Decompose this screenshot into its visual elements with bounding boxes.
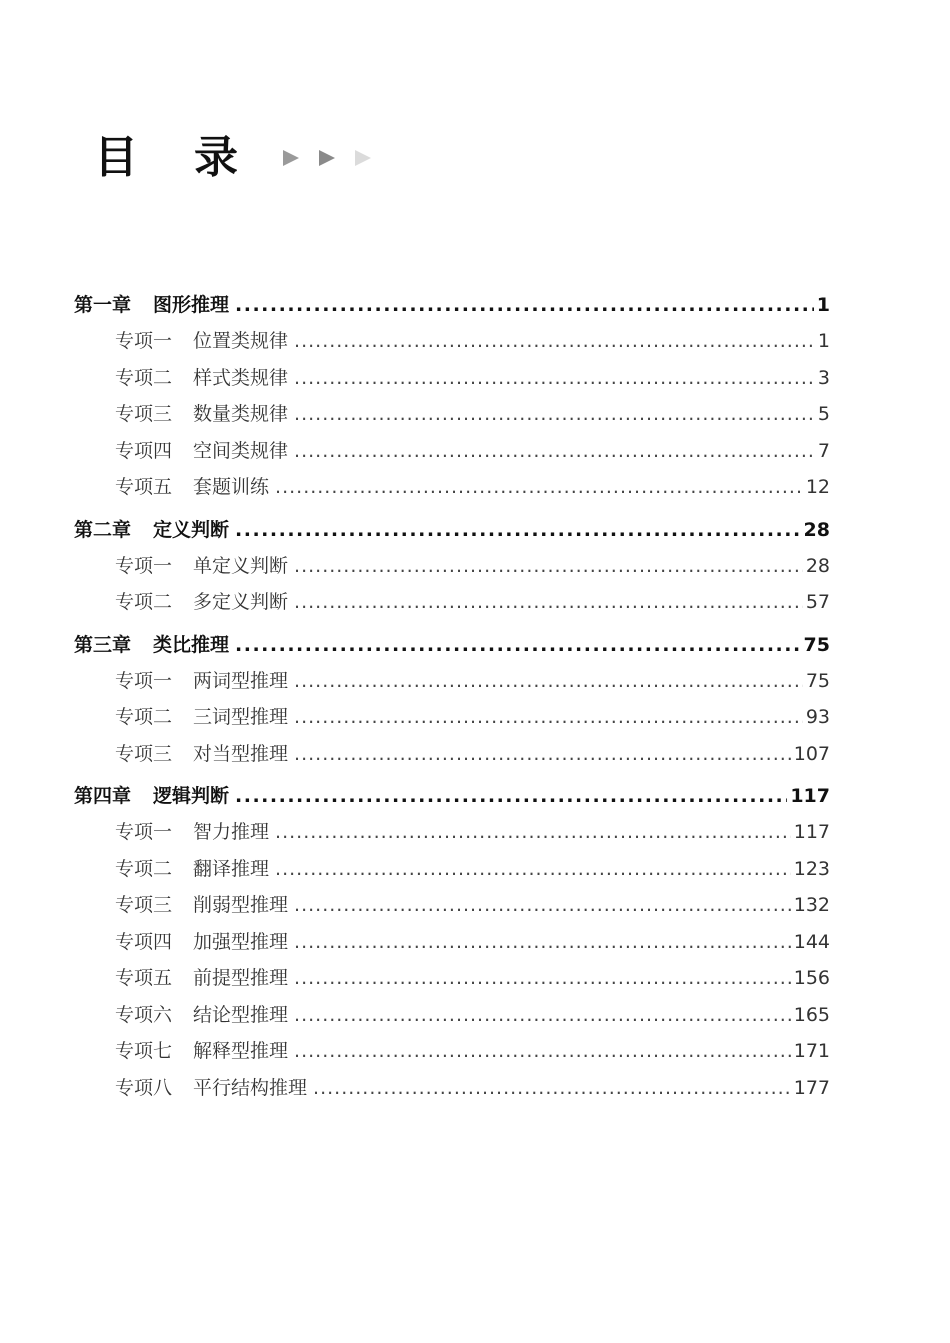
section-title: 结论型推理: [193, 1003, 289, 1026]
section-label: 专项五: [115, 476, 173, 498]
dot-leader: [275, 476, 803, 498]
section-title: 智力推理: [193, 821, 270, 843]
chapter-title: 类比推理: [153, 633, 230, 656]
dot-leader: [294, 1040, 791, 1062]
chapter-title: 逻辑判断: [153, 785, 230, 807]
toc-section-row[interactable]: [74, 436, 830, 473]
toc-section-row[interactable]: [74, 1036, 830, 1073]
section-title: 套题训练: [193, 476, 270, 498]
section-page-number: 123: [793, 857, 830, 880]
section-label: 专项四: [115, 930, 173, 953]
toc-section-row[interactable]: [74, 326, 830, 363]
chapter-page-number: 75: [803, 633, 830, 656]
section-label: 专项一: [115, 330, 173, 352]
section-label: 专项三: [115, 403, 173, 425]
dot-leader: [294, 931, 791, 953]
section-title: 削弱型推理: [193, 894, 289, 916]
toc-section-row[interactable]: [74, 1000, 830, 1037]
toc-chapter-row[interactable]: [74, 290, 830, 326]
toc-section-row[interactable]: [74, 854, 830, 891]
chapter-title: 定义判断: [153, 518, 230, 541]
section-title: 位置类规律: [193, 330, 289, 352]
dot-leader: [294, 555, 803, 577]
dot-leader: [294, 403, 815, 425]
table-of-contents: [74, 290, 830, 1109]
section-page-number: 57: [805, 591, 830, 613]
play-arrow-icon: [352, 147, 374, 169]
section-page-number: 107: [793, 742, 830, 765]
section-page-number: 171: [793, 1040, 830, 1062]
chapter-label: 第三章: [74, 633, 132, 656]
section-page-number: 117: [793, 821, 830, 843]
section-page-number: 5: [817, 403, 830, 425]
play-arrow-icon: [316, 147, 338, 169]
page-title-char-2: 录: [194, 132, 238, 183]
chapter-label: 第四章: [74, 785, 132, 807]
section-title: 样式类规律: [193, 366, 289, 389]
section-title: 解释型推理: [193, 1040, 289, 1062]
dot-leader: [294, 1004, 791, 1026]
toc-section-row[interactable]: [74, 890, 830, 927]
section-page-number: 132: [793, 894, 830, 916]
section-page-number: 177: [793, 1076, 830, 1099]
section-page-number: 1: [817, 330, 830, 352]
chapter-label: 第一章: [74, 294, 132, 316]
section-title: 两词型推理: [193, 669, 289, 692]
section-label: 专项八: [115, 1076, 173, 1099]
section-title: 加强型推理: [193, 930, 289, 953]
toc-chapter-row[interactable]: [74, 515, 830, 551]
section-page-number: 144: [793, 930, 830, 953]
section-page-number: 93: [805, 706, 830, 728]
toc-section-row[interactable]: [74, 702, 830, 739]
dot-leader: [235, 519, 801, 541]
dot-leader: [294, 894, 791, 916]
section-page-number: 165: [793, 1003, 830, 1026]
section-title: 前提型推理: [193, 967, 289, 989]
chapter-label: 第二章: [74, 518, 132, 541]
toc-section-row[interactable]: [74, 472, 830, 509]
section-title: 对当型推理: [193, 742, 289, 765]
section-label: 专项一: [115, 669, 173, 692]
dot-leader: [294, 706, 803, 728]
section-label: 专项三: [115, 894, 173, 916]
title-decoration: [280, 147, 374, 169]
section-page-number: 75: [805, 669, 830, 692]
section-page-number: 28: [805, 554, 830, 577]
toc-chapter-row[interactable]: [74, 630, 830, 666]
dot-leader: [294, 743, 791, 765]
section-page-number: 3: [817, 366, 830, 389]
page-title-char-1: 目: [94, 132, 138, 183]
chapter-title: 图形推理: [153, 294, 230, 316]
section-label: 专项六: [115, 1003, 173, 1026]
dot-leader: [275, 821, 791, 843]
section-title: 空间类规律: [193, 439, 289, 462]
toc-section-row[interactable]: [74, 927, 830, 964]
dot-leader: [294, 967, 791, 989]
toc-section-row[interactable]: [74, 666, 830, 703]
dot-leader: [294, 591, 803, 613]
chapter-page-number: 1: [816, 294, 830, 316]
dot-leader: [235, 785, 787, 807]
section-title: 三词型推理: [193, 706, 289, 728]
dot-leader: [294, 670, 803, 692]
section-label: 专项七: [115, 1040, 173, 1062]
section-label: 专项二: [115, 366, 173, 389]
dot-leader: [294, 330, 815, 352]
toc-section-row[interactable]: [74, 587, 830, 624]
section-page-number: 12: [805, 476, 830, 498]
dot-leader: [294, 440, 815, 462]
section-title: 多定义判断: [193, 591, 289, 613]
toc-section-row[interactable]: [74, 399, 830, 436]
section-title: 数量类规律: [193, 403, 289, 425]
page-title: [94, 128, 374, 188]
chapter-page-number: 117: [790, 785, 830, 807]
section-label: 专项二: [115, 706, 173, 728]
section-label: 专项一: [115, 554, 173, 577]
toc-section-row[interactable]: [74, 817, 830, 854]
section-label: 专项五: [115, 967, 173, 989]
section-label: 专项一: [115, 821, 173, 843]
play-arrow-icon: [280, 147, 302, 169]
section-label: 专项四: [115, 439, 173, 462]
section-page-number: 156: [793, 967, 830, 989]
chapter-page-number: 28: [803, 518, 830, 541]
section-page-number: 7: [817, 439, 830, 462]
section-label: 专项三: [115, 742, 173, 765]
toc-section-row[interactable]: [74, 551, 830, 588]
dot-leader: [235, 294, 814, 316]
section-title: 翻译推理: [193, 857, 270, 880]
toc-chapter-row[interactable]: [74, 781, 830, 817]
toc-section-row[interactable]: [74, 963, 830, 1000]
toc-section-row[interactable]: [74, 1073, 830, 1110]
section-label: 专项二: [115, 591, 173, 613]
dot-leader: [275, 858, 791, 880]
dot-leader: [235, 634, 801, 656]
toc-section-row[interactable]: [74, 363, 830, 400]
dot-leader: [294, 367, 815, 389]
section-label: 专项二: [115, 857, 173, 880]
dot-leader: [313, 1077, 791, 1099]
section-title: 单定义判断: [193, 554, 289, 577]
section-title: 平行结构推理: [193, 1076, 308, 1099]
toc-section-row[interactable]: [74, 739, 830, 776]
